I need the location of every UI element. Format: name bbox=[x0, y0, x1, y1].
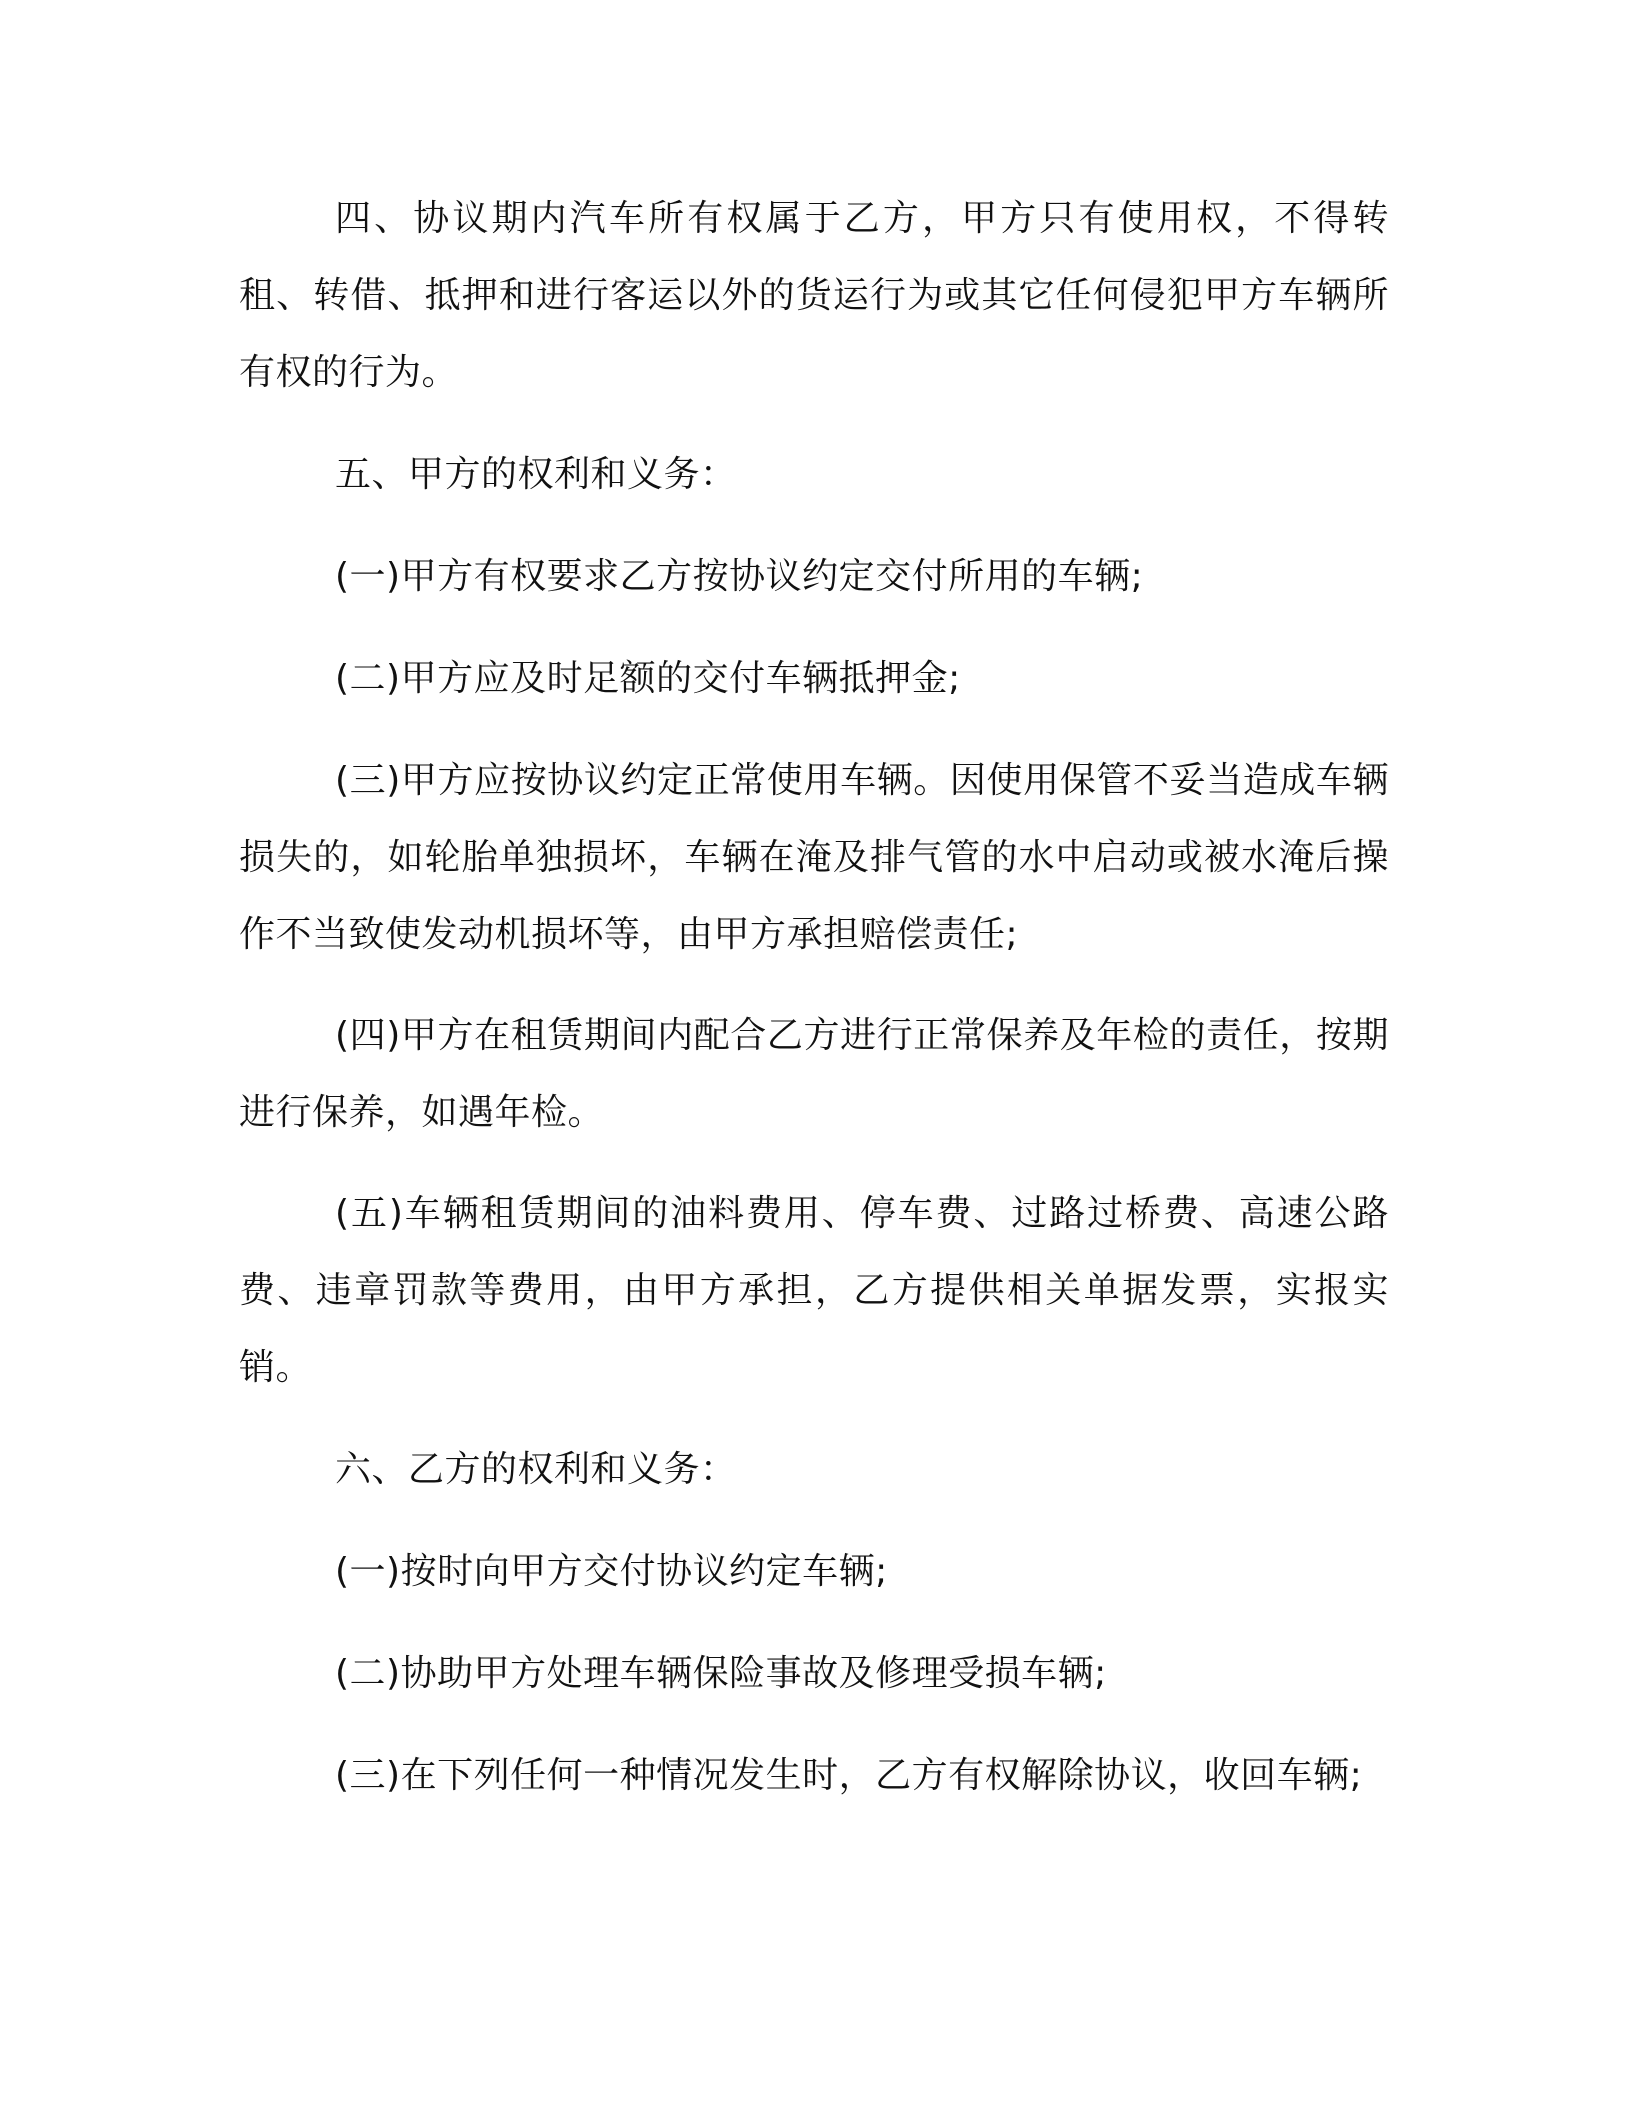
clause-6-item-1: (一)按时向甲方交付协议约定车辆; bbox=[335, 1551, 888, 1592]
clause-6-item-2: (二)协助甲方处理车辆保险事故及修理受损车辆; bbox=[335, 1653, 1107, 1694]
clause-4-ownership: 四、协议期内汽车所有权属于乙方，甲方只有使用权，不得转租、转借、抵押和进行客运以外的货运行为或其它任何侵犯甲方车辆所有权的行为。 bbox=[239, 198, 1389, 393]
clause-6-heading: 六、乙方的权利和义务： bbox=[335, 1449, 737, 1490]
clause-6-item-3: (三)在下列任何一种情况发生时，乙方有权解除协议，收回车辆; bbox=[335, 1755, 1363, 1796]
clause-5-heading: 五、甲方的权利和义务： bbox=[335, 454, 737, 495]
clause-5-item-5: (五)车辆租赁期间的油料费用、停车费、过路过桥费、高速公路费、违章罚款等费用，由甲方承担，乙方提供相关单据发票，实报实销。 bbox=[239, 1193, 1389, 1388]
clause-5-item-3: (三)甲方应按协议约定正常使用车辆。因使用保管不妥当造成车辆损失的，如轮胎单独损坏，车辆在淹及排气管的水中启动或被水淹后操作不当致使发动机损坏等，由甲方承担赔偿责任; bbox=[239, 760, 1389, 955]
clause-5-item-2: (二)甲方应及时足额的交付车辆抵押金; bbox=[335, 658, 961, 699]
clause-5-item-1: (一)甲方有权要求乙方按协议约定交付所用的车辆; bbox=[335, 556, 1144, 597]
clause-5-item-4: (四)甲方在租赁期间内配合乙方进行正常保养及年检的责任，按期进行保养，如遇年检。 bbox=[239, 1015, 1389, 1133]
